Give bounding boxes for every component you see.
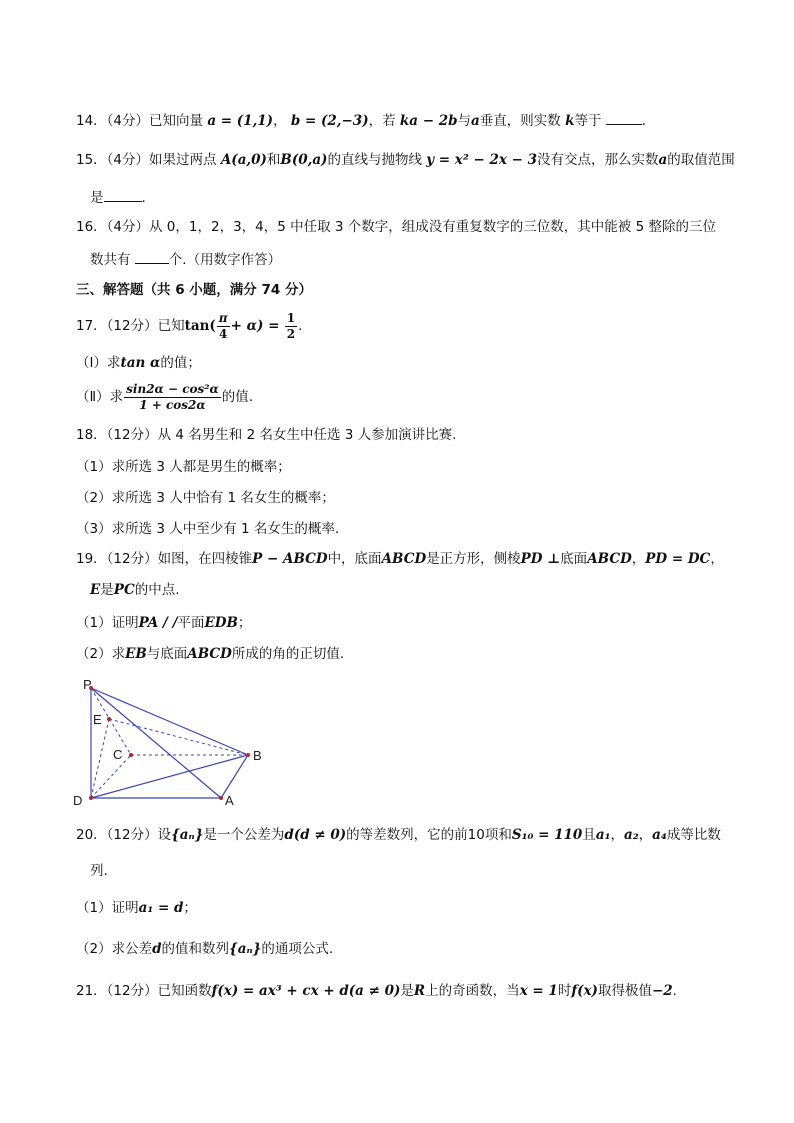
label-D: D bbox=[73, 793, 83, 808]
question-18: 18．（12分）从 4 名男生和 2 名女生中任选 3 人参加演讲比赛. bbox=[76, 427, 457, 443]
label-P: P bbox=[83, 677, 92, 692]
expression: ka − 2b bbox=[399, 113, 458, 129]
label-B: B bbox=[253, 748, 262, 763]
question-17: 17．（12分）已知tan( $\frac{\pi}{4}$ + α) = $\frac{1}{2}$ . bbox=[76, 310, 303, 341]
parabola-equation: y = x² − 2x − 3 bbox=[426, 152, 538, 168]
question-20-part1: （1）证明a₁ = d； bbox=[76, 900, 197, 916]
pyramid-figure bbox=[70, 675, 280, 810]
point-A bbox=[219, 796, 223, 800]
point-E bbox=[107, 717, 111, 721]
point-C bbox=[129, 753, 133, 757]
question-21: 21．（12分）已知函数f(x) = ax³ + cx + d(a ≠ 0)是R上的奇函数，当x = 1时f(x)取得极值−2. bbox=[76, 983, 677, 999]
question-17-part1: （Ⅰ）求tan α的值； bbox=[76, 355, 201, 371]
answer-blank bbox=[606, 110, 642, 125]
question-18-part1: （1）求所选 3 人都是男生的概率； bbox=[76, 459, 291, 475]
label-E: E bbox=[93, 712, 102, 727]
question-20-part2: （2）求公差d的值和数列{aₙ}的通项公式. bbox=[76, 941, 334, 957]
question-20: 20．（12分）设{aₙ}是一个公差为d(d ≠ 0)的等差数列，它的前10项和S₁₀ = 110且a₁，a₂，a₄成等比数 bbox=[76, 827, 721, 843]
question-19-line2: E是PC的中点. bbox=[90, 582, 180, 598]
segment-ED bbox=[91, 719, 109, 798]
vector-a: a = (1,1) bbox=[207, 113, 274, 129]
question-16: 16．（4分）从 0，1，2，3，4，5 中任取 3 个数字，组成没有重复数字的三位数，其中能被 5 整除的三位 bbox=[76, 219, 716, 235]
question-16-line2: 数共有 个.（用数字作答） bbox=[90, 249, 281, 269]
answer-blank bbox=[135, 249, 169, 264]
question-19: 19．（12分）如图，在四棱锥P − ABCD中，底面ABCD是正方形，侧棱PD ⊥底面ABCD，PD = DC， bbox=[76, 551, 724, 567]
question-20-line2: 列. bbox=[90, 863, 108, 879]
section-heading: 三、解答题（共 6 小题，满分 74 分） bbox=[76, 282, 312, 298]
edge-DC bbox=[91, 755, 131, 798]
label-A: A bbox=[225, 793, 234, 808]
question-15: 15．（4分）如果过两点 A(a,0)和B(0,a)的直线与抛物线 y = x² − 2x − 3没有交点，那么实数a的取值范围 bbox=[76, 152, 735, 168]
label-C: C bbox=[113, 747, 123, 762]
question-15-line2: 是 . bbox=[90, 187, 146, 207]
question-18-part3: （3）求所选 3 人中至少有 1 名女生的概率. bbox=[76, 521, 340, 537]
question-17-part2: （Ⅱ）求 $\frac{\text{sin2α − cos²α}}{1 + \cos 2\alpha}$ 的值. bbox=[76, 381, 254, 412]
question-14: 14．（4分）已知向量 a = (1,1)， b = (2,−3)，若 ka − 2b与a垂直，则实数 k等于 . bbox=[76, 110, 646, 130]
point-D bbox=[89, 796, 93, 800]
question-19-part1: （1）证明PA / /平面EDB； bbox=[76, 615, 252, 631]
answer-blank bbox=[104, 187, 142, 202]
segment-EB bbox=[109, 719, 248, 755]
question-19-part2: （2）求EB与底面ABCD所成的角的正切值. bbox=[76, 646, 345, 662]
point-B bbox=[246, 753, 250, 757]
edge-PB bbox=[91, 688, 248, 755]
question-18-part2: （2）求所选 3 人中恰有 1 名女生的概率； bbox=[76, 490, 335, 506]
edge-PA bbox=[91, 688, 221, 798]
vector-b: b = (2,−3) bbox=[290, 113, 369, 129]
